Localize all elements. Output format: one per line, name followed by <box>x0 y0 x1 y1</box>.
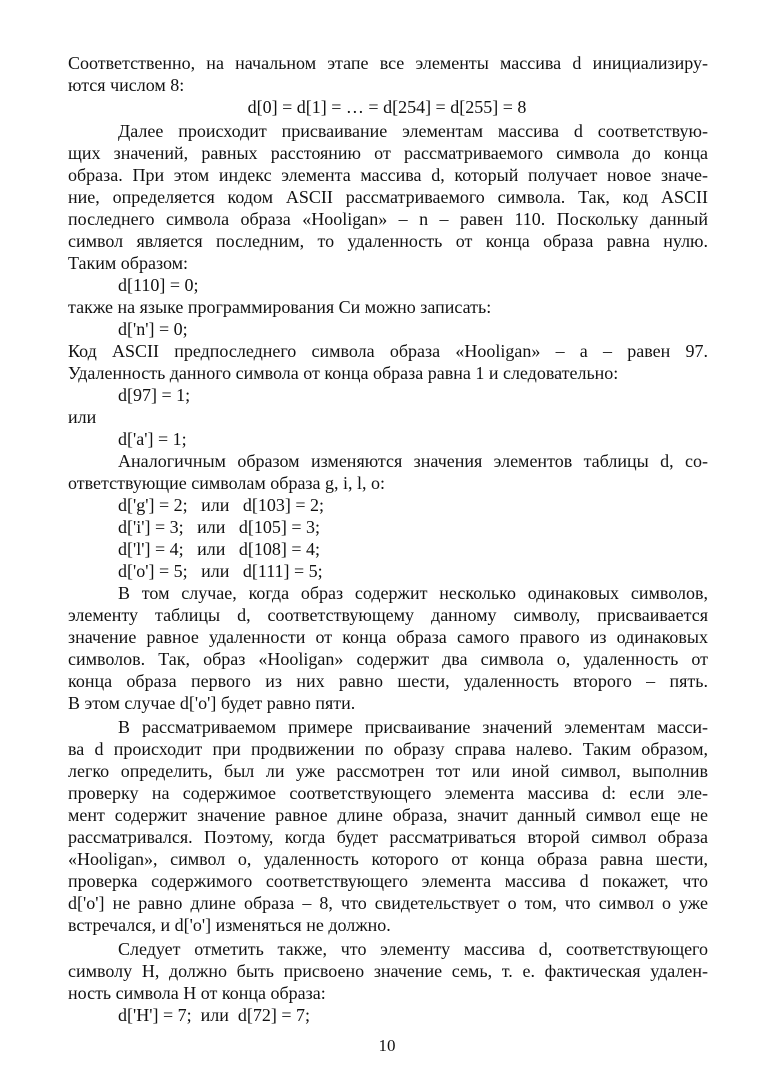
text-line: Удаленность данного символа от конца образа равна 1 и следовательно: <box>68 363 619 383</box>
text-line: Следует отметить также, что элементу массива d, соответствующего <box>118 939 708 959</box>
code-line: d['a'] = 1; <box>118 429 187 449</box>
text-line: последнего символа образа «Hooligan» – n – равен 110. Поскольку данный <box>68 209 708 229</box>
text-line: ность символа H от конца образа: <box>68 983 326 1003</box>
text-line: проверку на содержимое соответствующего элемента массива d: если эле- <box>68 783 708 803</box>
text-line: рассматривался. Поэтому, когда будет рассматриваться второй символ образа <box>68 827 708 847</box>
text-line: элементу таблицы d, соответствующему данному символу, присваивается <box>68 605 708 625</box>
text-line: Аналогичным образом изменяются значения элементов таблицы d, со- <box>118 451 708 471</box>
text-line: встречался, и d['o'] изменяться не должно. <box>68 915 391 935</box>
code-line: d['i'] = 3; или d[105] = 3; <box>118 517 321 537</box>
code-line: d[97] = 1; <box>118 385 191 405</box>
formula-line: d[0] = d[1] = … = d[254] = d[255] = 8 <box>247 97 527 117</box>
text-line: конца образа первого из них равно шести, удаленность второго – пять. <box>68 671 708 691</box>
text-line: d['o'] не равно длине образа – 8, что свидетельствует о том, что символ o уже <box>68 893 708 913</box>
text-line: ются числом 8: <box>68 75 185 95</box>
text-line: В том случае, когда образ содержит несколько одинаковых символов, <box>118 583 708 603</box>
text-line: проверка содержимого соответствующего элемента массива d покажет, что <box>68 871 708 891</box>
code-line: d['l'] = 4; или d[108] = 4; <box>118 539 321 559</box>
text-line: символу H, должно быть присвоено значение семь, т. е. фактическая удален- <box>68 961 708 981</box>
text-line: В рассматриваемом примере присваивание значений элементам масси- <box>118 717 708 737</box>
text-line: мент содержит значение равное длине образа, значит данный символ еще не <box>68 805 708 825</box>
text-line: В этом случае d['o'] будет равно пяти. <box>68 693 356 713</box>
code-line: d[110] = 0; <box>118 275 199 295</box>
code-line: d['g'] = 2; или d[103] = 2; <box>118 495 325 515</box>
text-line: символ является последним, то удаленность от конца образа равна нулю. <box>68 231 708 251</box>
text-line: символов. Так, образ «Hooligan» содержит два символа o, удаленность от <box>68 649 708 669</box>
text-line: Таким образом: <box>68 253 189 273</box>
text-line: ние, определяется кодом ASCII рассматриваемого символа. Так, код ASCII <box>68 187 708 207</box>
code-line: d['H'] = 7; или d[72] = 7; <box>118 1005 311 1025</box>
text-line: или <box>68 407 97 427</box>
text-line: ва d происходит при продвижении по образу справа налево. Таким образом, <box>68 739 708 759</box>
text-line: «Hooligan», символ o, удаленность которого от конца образа равна шести, <box>68 849 708 869</box>
text-line: щих значений, равных расстоянию от рассматриваемого символа до конца <box>68 143 708 163</box>
text-line: значение равное удаленности от конца образа самого правого из одинаковых <box>68 627 708 647</box>
text-line: легко определить, был ли уже рассмотрен тот или иной символ, выполнив <box>68 761 708 781</box>
code-line: d['o'] = 5; или d[111] = 5; <box>118 561 323 581</box>
text-line: также на языке программирования Си можно записать: <box>68 297 492 317</box>
text-line: образа. При этом индекс элемента массива d, который получает новое значе- <box>68 165 708 185</box>
code-line: d['n'] = 0; <box>118 319 188 339</box>
text-line: Соответственно, на начальном этапе все элементы массива d инициализиру- <box>68 53 708 73</box>
page-number: 10 <box>378 1036 396 1055</box>
text-line: Код ASCII предпоследнего символа образа «Hooligan» – a – равен 97. <box>68 341 708 361</box>
text-line: ответствующие символам образа g, i, l, o: <box>68 473 386 493</box>
text-line: Далее происходит присваивание элементам массива d соответствую- <box>118 121 708 141</box>
